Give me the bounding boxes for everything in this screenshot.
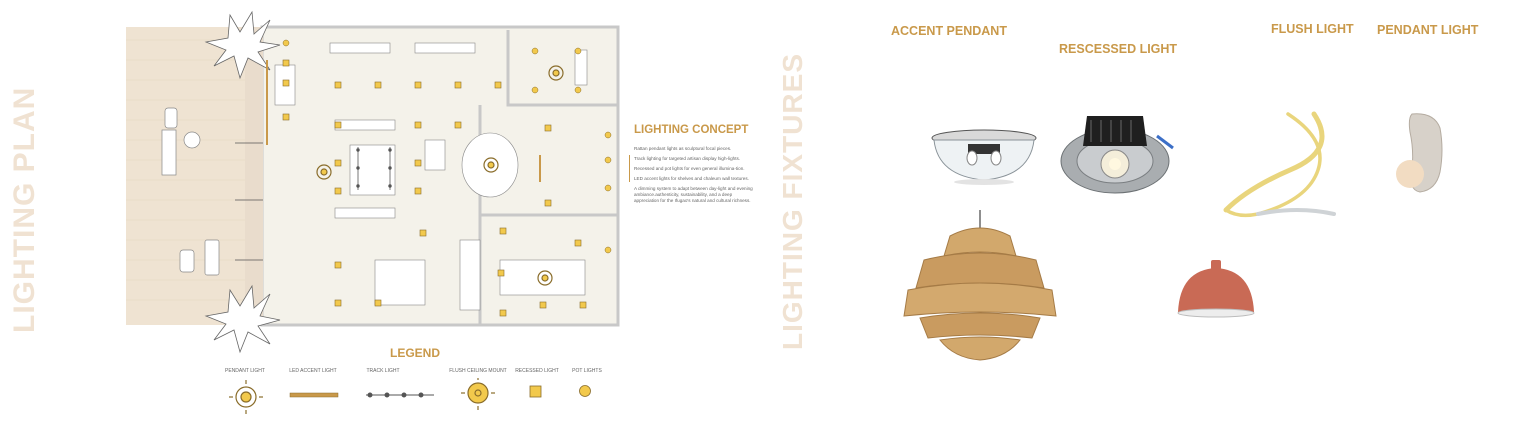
concept-paragraph: Rattan pendant lights as sculptural focal pieces. <box>634 146 732 151</box>
led-accent-light-icon <box>290 393 338 397</box>
pendant-light-label: PENDANT LIGHT <box>1377 23 1479 37</box>
floor-plan <box>120 10 630 360</box>
terracotta-dome-image <box>1174 258 1258 320</box>
legend-label-pot: POT LIGHTS <box>572 368 602 374</box>
accent-pendant-label: ACCENT PENDANT <box>891 24 1007 38</box>
lighting-plan-title: LIGHTING PLAN <box>8 86 41 333</box>
pot-light-icon <box>580 386 591 397</box>
concept-paragraph: LED accent lights for shelves and chaleum wall textures. <box>634 176 749 182</box>
recessed-gimbal-image <box>1057 106 1177 198</box>
lighting-fixtures-title: LIGHTING FIXTURES <box>777 53 808 350</box>
legend-label-pendant: PENDANT LIGHT <box>225 368 265 374</box>
concept-paragraph: A dimming system to adapt between day-light and evening ambiance.authenticity, sustainability, and a deep appreciation for the Ifugao's natural and cultural richness. <box>634 186 753 203</box>
led-twist-light-image <box>1218 110 1340 220</box>
stone-pendant-image <box>1390 110 1460 196</box>
legend-icons <box>220 378 620 418</box>
legend-label-flush: FLUSH CEILING MOUNT <box>449 368 507 374</box>
legend-label-track: TRACK LIGHT <box>366 368 400 374</box>
recessed-light-icon <box>530 386 541 397</box>
lighting-concept-text <box>634 146 754 208</box>
flush-ceiling-mount-icon <box>461 378 495 410</box>
glass-flush-fixture-image <box>928 120 1040 190</box>
concept-paragraph: Track lighting for targeted artisan display high-lights. <box>634 156 741 162</box>
track-light-icon <box>366 393 434 397</box>
recessed-light-label: RESCESSED LIGHT <box>1059 42 1178 56</box>
legend-title: LEGEND <box>390 346 441 360</box>
legend-label-led: LED ACCENT LIGHT <box>289 368 337 374</box>
legend-label-recessed: RECESSED LIGHT <box>515 368 559 374</box>
pendant-light-icon <box>229 380 263 414</box>
flush-light-label: FLUSH LIGHT <box>1271 22 1354 36</box>
lighting-concept-title: LIGHTING CONCEPT <box>634 124 749 136</box>
concept-paragraph: Recessed and pot lights for even general illumina-tion. <box>634 166 745 172</box>
rattan-chandelier-image <box>900 210 1060 370</box>
